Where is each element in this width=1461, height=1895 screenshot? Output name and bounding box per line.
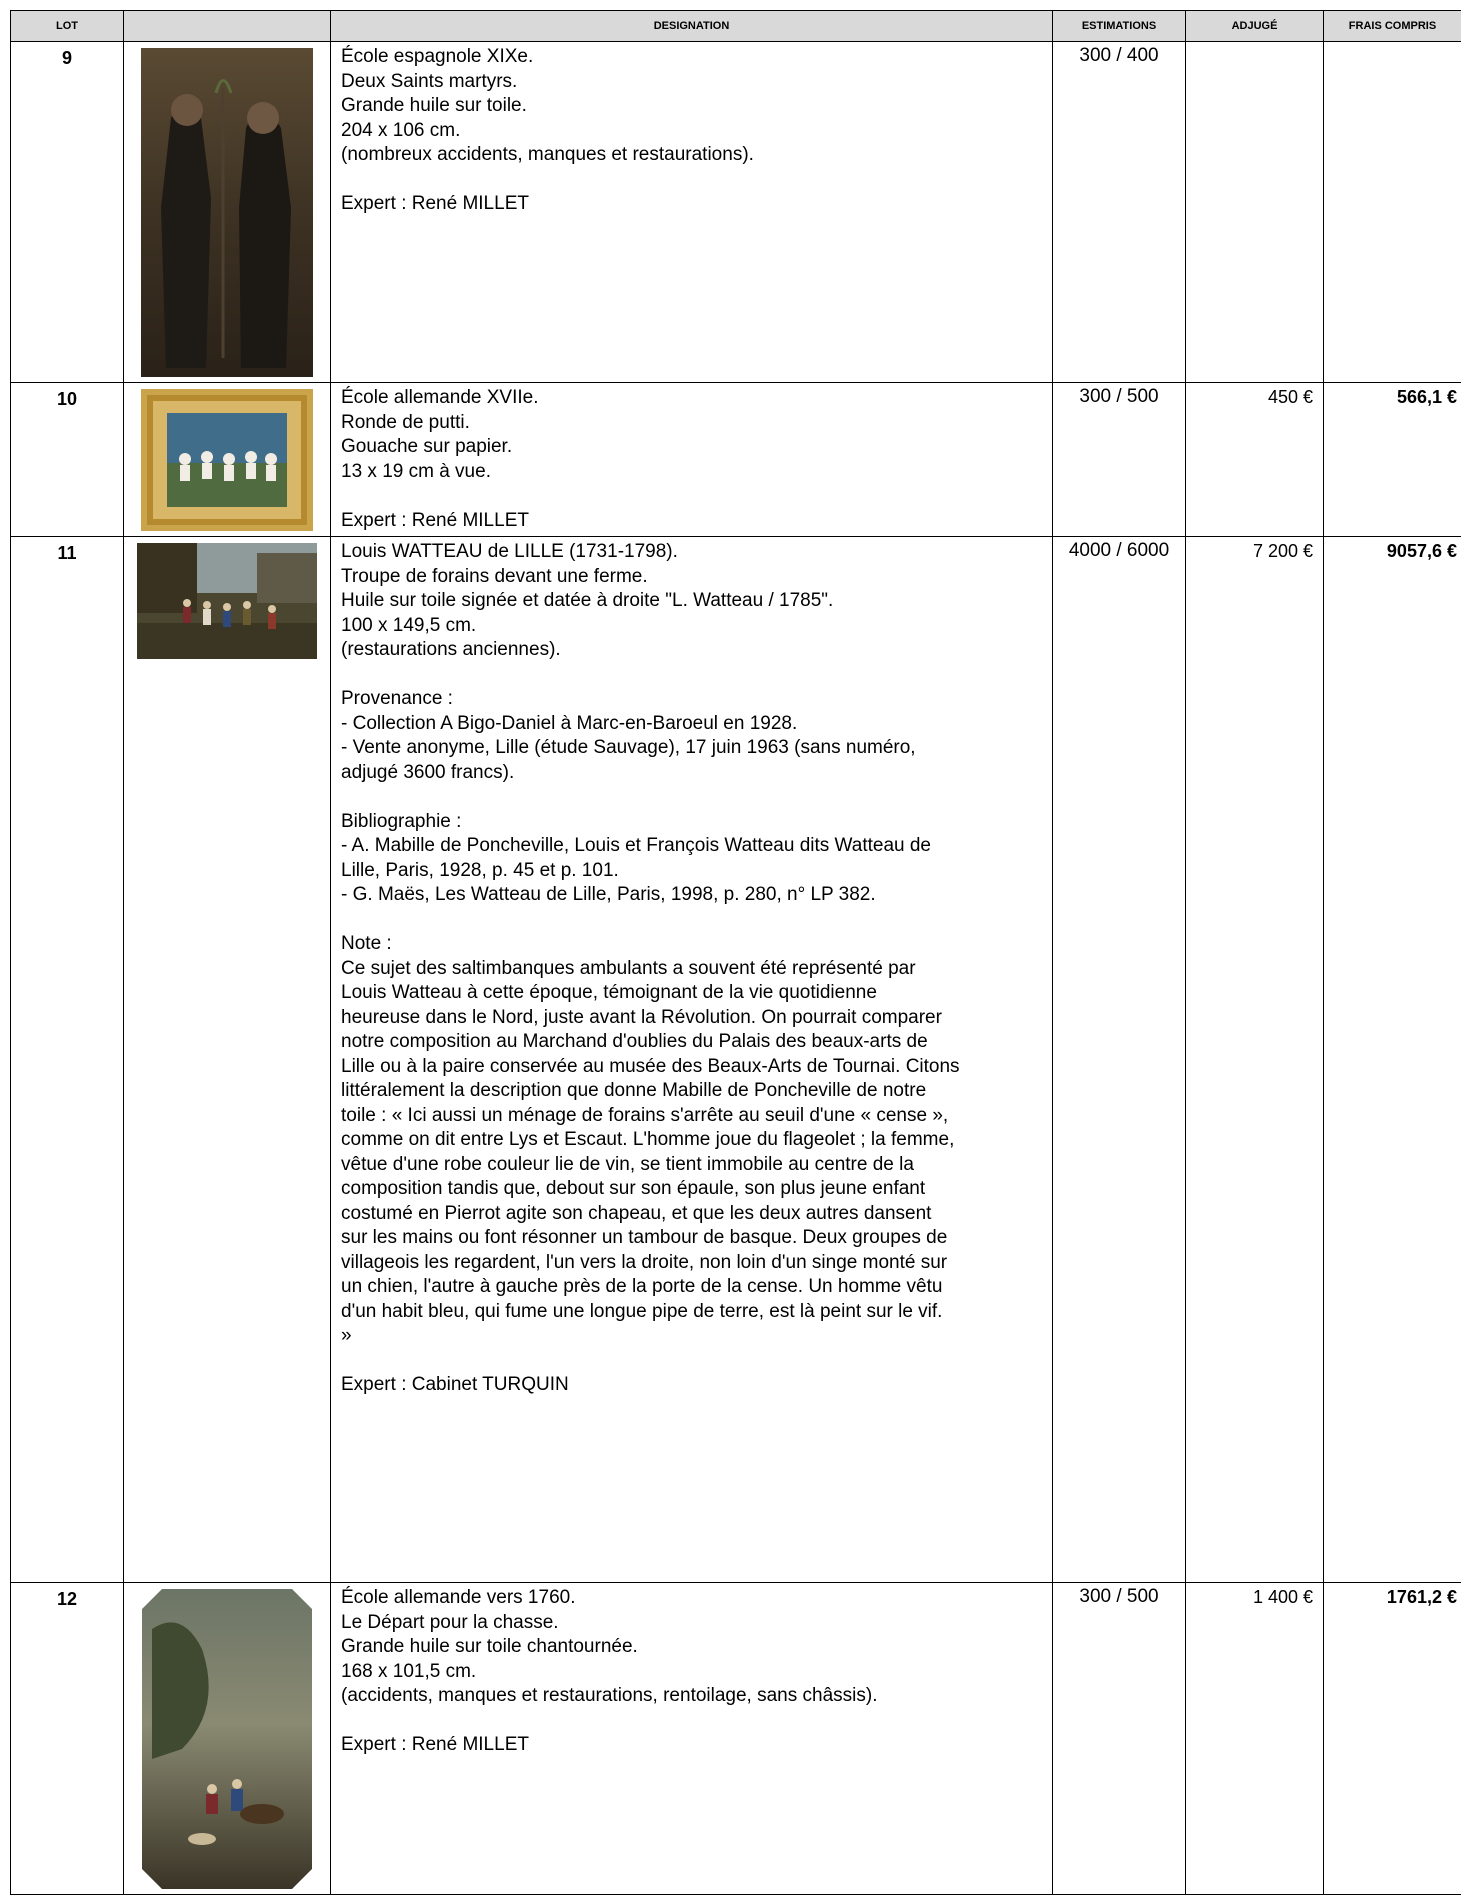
- header-adjuge: ADJUGÉ: [1186, 11, 1324, 42]
- lot-adjuge: 450 €: [1186, 383, 1324, 537]
- table-row: [11, 383, 1461, 537]
- lot-adjuge: 7 200 €: [1186, 537, 1324, 1583]
- lot-designation: École allemande XVIIe. Ronde de putti. Gouache sur papier. 13 x 19 cm à vue. Expert : René MILLET: [331, 383, 1053, 537]
- lot-number: 11: [11, 537, 124, 1583]
- header-lot: LOT: [11, 11, 124, 42]
- lot-designation: École allemande vers 1760. Le Départ pour la chasse. Grande huile sur toile chantournée. 168 x 101,5 cm. (accidents, manques et restaurations, rentoilage, sans châssis). Expert : René MILLET: [331, 1583, 1053, 1895]
- table-row: [11, 42, 1461, 383]
- lot-frais-compris: 9057,6 €: [1324, 537, 1461, 1583]
- header-frais: FRAIS COMPRIS: [1324, 11, 1461, 42]
- lot-designation: École espagnole XIXe. Deux Saints martyrs. Grande huile sur toile. 204 x 106 cm. (nombreux accidents, manques et restaurations). Expert : René MILLET: [331, 42, 1053, 383]
- lot-frais-compris: 566,1 €: [1324, 383, 1461, 537]
- lot-adjuge: 1 400 €: [1186, 1583, 1324, 1895]
- lot-estimation: 300 / 400: [1053, 42, 1186, 383]
- lot-number: 9: [11, 42, 124, 383]
- painting-depart-pour-la-chasse-icon: [142, 1589, 312, 1889]
- painting-two-saints-martyrs-icon: [141, 48, 313, 377]
- lot-estimation: 300 / 500: [1053, 1583, 1186, 1895]
- table-row: [11, 1583, 1461, 1895]
- header-designation: DESIGNATION: [331, 11, 1053, 42]
- lot-number: 10: [11, 383, 124, 537]
- lot-frais-compris: [1324, 42, 1461, 383]
- auction-results-table: [10, 10, 1461, 1895]
- painting-troupe-de-forains-icon: [137, 543, 317, 659]
- lot-estimation: 4000 / 6000: [1053, 537, 1186, 1583]
- header-image: [124, 11, 331, 42]
- table-row: [11, 537, 1461, 1583]
- lot-designation: Louis WATTEAU de LILLE (1731-1798). Troupe de forains devant une ferme. Huile sur toile signée et datée à droite "L. Watteau / 1785". 100 x 149,5 cm. (restaurations anciennes). Provenance : - Collection A Bigo-Daniel à Marc-en-Baroeul en 1928. - Vente anonyme, Lille (étude Sauvage), 17 juin 1963 (sans numéro, adjugé 3600 francs). Bibliographie : - A. Mabille de Poncheville, Louis et François Watteau dits Watteau de Lille, Paris, 1928, p. 45 et p. 101. - G. Maës, Les Watteau de Lille, Paris, 1998, p. 280, n° LP 382. Note : Ce sujet des saltimbanques ambulants a souvent été représenté par Louis Watteau à cette époque, témoignant de la vie quotidienne heureuse dans le Nord, juste avant la Révolution. On pourrait comparer notre composition au Marchand d'oublies du Palais des beaux-arts de Lille ou à la paire conservée au musée des Beaux-Arts de Tournai. Citons littéralement la description que donne Mabille de Poncheville de notre toile : « Ici aussi un ménage de forains s'arrête au seuil d'une « cense », comme on dit entre Lys et Escaut. L'homme joue du flageolet ; la femme, vêtue d'une robe couleur lie de vin, se tient immobile au centre de la composition tandis que, debout sur son épaule, son plus jeune enfant costumé en Pierrot agite son chapeau, et que les deux autres dansent sur les mains ou font résonner un tambour de basque. Deux groupes de villageois les regardent, l'un vers la droite, non loin d'un singe monté sur un chien, l'autre à gauche près de la porte de la cense. Un homme vêtu d'un habit bleu, qui fume une longue pipe de terre, est là peint sur le vif. » Expert : Cabinet TURQUIN: [331, 537, 1053, 1583]
- lot-number: 12: [11, 1583, 124, 1895]
- header-estimations: ESTIMATIONS: [1053, 11, 1186, 42]
- lot-frais-compris: 1761,2 €: [1324, 1583, 1461, 1895]
- framed-gouache-ronde-de-putti-icon: [141, 389, 313, 531]
- header-row: [11, 11, 1461, 42]
- lot-estimation: 300 / 500: [1053, 383, 1186, 537]
- lot-adjuge: [1186, 42, 1324, 383]
